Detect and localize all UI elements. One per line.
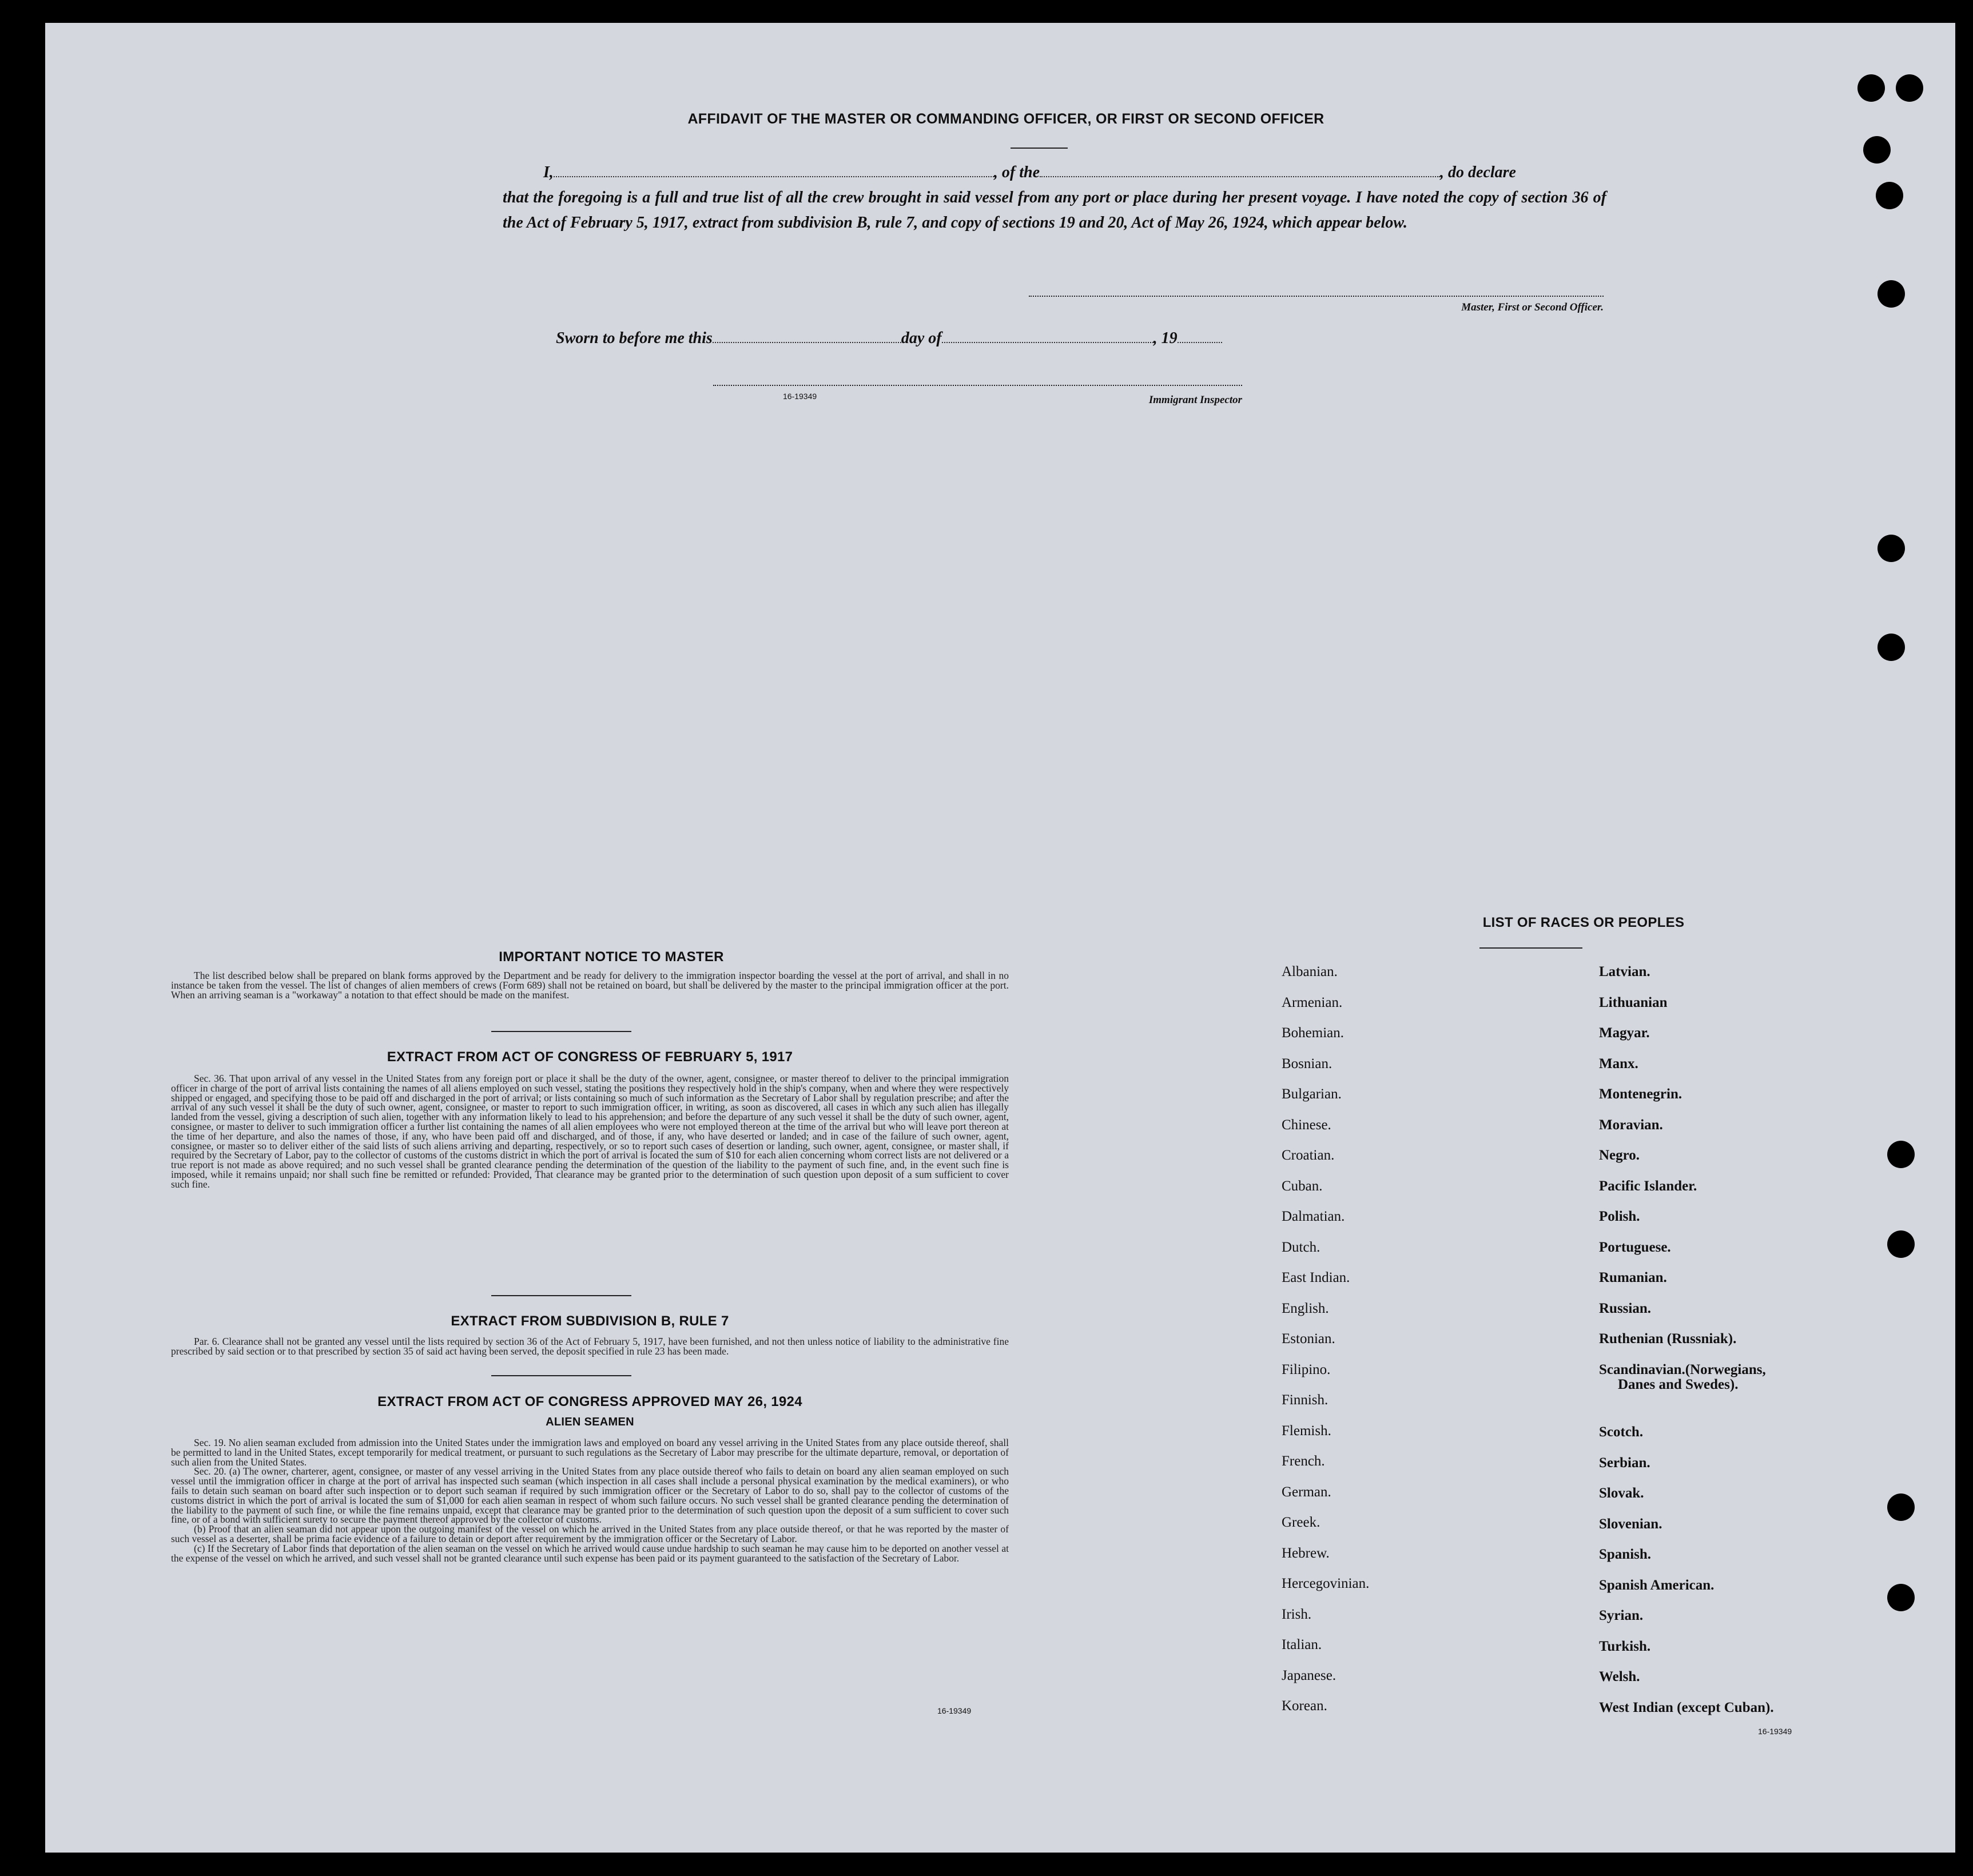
affidavit-statement: that the foregoing is a full and true list of all the crew brought in said vessel from any port or place during her present voyage. I have noted the copy of section 36 of the Act of February 5, 1917, extract from subdivision B, rule 7, and copy of sections 19 and 20, Act of May 26, 1924, which appear below.: [503, 189, 1606, 232]
race-item: Magyar.: [1599, 1025, 1650, 1041]
race-item: Bosnian.: [1282, 1056, 1332, 1072]
race-item-continued: Danes and Swedes).: [1618, 1376, 1739, 1392]
binder-hole: [1863, 136, 1891, 164]
binder-hole: [1876, 182, 1903, 209]
race-item: Korean.: [1282, 1698, 1327, 1714]
year-blank[interactable]: [1178, 332, 1222, 343]
races-form-number: 16-19349: [1758, 1727, 1792, 1736]
subdivision-b-title: EXTRACT FROM SUBDIVISION B, RULE 7: [451, 1313, 729, 1329]
race-item: Scotch.: [1599, 1424, 1644, 1440]
race-item: Hebrew.: [1282, 1545, 1330, 1561]
sworn-prefix: Sworn to before me this: [556, 329, 713, 347]
binder-hole: [1896, 74, 1923, 102]
signature-line[interactable]: [1029, 296, 1604, 297]
race-item: Syrian.: [1599, 1608, 1644, 1624]
race-item: Bulgarian.: [1282, 1086, 1342, 1102]
race-item: Finnish.: [1282, 1392, 1328, 1408]
inspector-line[interactable]: [713, 385, 1242, 386]
day-blank[interactable]: [713, 332, 901, 343]
document-sheet: [45, 23, 1955, 1853]
inspector-label: Immigrant Inspector: [1148, 394, 1242, 406]
sec-19-text: Sec. 19. No alien seaman excluded from admission into the United States under the immigration laws and employed on board any vessel arriving in the United States from any place outside thereof, shall be permitted to land in the United States, except temporarily for medical treatment, or pursuant to such regulations as the Secretary of Labor may prescribe for the ultimate departure, removal, or deportation of such alien from the United States.: [171, 1437, 1009, 1468]
race-item: Rumanian.: [1599, 1270, 1667, 1285]
affidavit-line-1: [543, 160, 1607, 185]
extract-1917-text: Sec. 36. That upon arrival of any vessel in the United States from any foreign port or place it shall be the duty of the owner, agent, consignee, or master thereof to deliver to the principal immigration officer in charge of the port of arrival lists containing the names of all aliens employed on such vessel, stating the positions they respectively hold in the ship's company, when and where they were respectively shipped or engaged, and specifying those to be paid off and discharged in the port of arrival; or lists containing so much of such information as the Secretary of Labor shall by regulation prescribe; and after the arrival of any such vessel it shall be the duty of such owner, agent, consignee, or master to report to such immigration officer, in writing, as soon as discovered, all cases in which any such alien has illegally landed from the vessel, giving a description of such alien, together with any information likely to lead to his apprehension; and before the departure of any such vessel it shall be the duty of such owner, agent, consignee, or master to deliver to such immigration officer a further list containing the names of all alien employees who were not employed thereon at the time of the arrival but who will leave port thereon at the time of her departure, and also the names of those, if any, who have been paid off and discharged, and of those, if any, who have deserted or landed; and in case of the failure of such owner, agent, consignee, or master so to deliver either of the said lists of such aliens arriving and departing, respectively, or so to report such cases of desertion or landing, such owner, agent, consignee, or master shall, if required by the Secretary of Labor, pay to the collector of customs of the customs district in which the port of arrival is located the sum of $10 for each alien concerning whom correct lists are not delivered or a true report is not made as above required; and no such vessel shall be granted clearance pending the determination of the question of the liability to the payment of such fine, and, in the event such fine is imposed, while it remains unpaid; nor shall such fine be remitted or refunded: Provided, That clearance may be granted prior to the determination of such question upon deposit of a sum sufficient to cover such fine.: [171, 1073, 1009, 1190]
sworn-day-label: day of: [901, 329, 942, 347]
race-item: Portuguese.: [1599, 1239, 1671, 1255]
race-item: Greek.: [1282, 1515, 1320, 1530]
race-item: Dalmatian.: [1282, 1209, 1345, 1224]
race-item: Polish.: [1599, 1209, 1640, 1224]
races-divider: [1479, 947, 1582, 949]
race-item: Flemish.: [1282, 1423, 1331, 1439]
extract-form-number: 16-19349: [937, 1706, 972, 1715]
race-item: Armenian.: [1282, 994, 1343, 1010]
races-title: LIST OF RACES OR PEOPLES: [1482, 915, 1685, 930]
race-item: French.: [1282, 1453, 1325, 1469]
sworn-year-label: , 19: [1153, 329, 1178, 347]
race-item: Ruthenian (Russniak).: [1599, 1331, 1737, 1347]
subdivision-b-divider: [491, 1375, 631, 1376]
extract-1917-title: EXTRACT FROM ACT OF CONGRESS OF FEBRUARY 5, 1917: [387, 1049, 793, 1065]
race-item: Cuban.: [1282, 1178, 1323, 1194]
race-item: Russian.: [1599, 1300, 1652, 1316]
vessel-blank[interactable]: [1040, 166, 1440, 177]
race-item: Montenegrin.: [1599, 1086, 1682, 1102]
binder-hole: [1887, 1493, 1915, 1521]
notice-text: The list described below shall be prepared on blank forms approved by the Department and be ready for delivery to the immigration inspector boarding the vessel at the port of arrival, and shall in no instance be taken from the vessel. The list of changes of alien members of crews (Form 689) shall not be retained on board, but shall be delivered by the master to the principal immigration officer at the port. When an arriving seaman is a "workaway" a notation to that effect should be made on the manifest.: [171, 970, 1009, 1001]
title-divider: [1011, 148, 1068, 149]
race-item: Filipino.: [1282, 1361, 1331, 1377]
extract-1924-text: [171, 1438, 1009, 1563]
extract-1924-title: EXTRACT FROM ACT OF CONGRESS APPROVED MAY 26, 1924: [377, 1394, 802, 1409]
race-item: German.: [1282, 1484, 1331, 1500]
race-item: Welsh.: [1599, 1669, 1640, 1685]
race-item: English.: [1282, 1300, 1329, 1316]
race-item: Slovak.: [1599, 1485, 1644, 1501]
race-item: Negro.: [1599, 1148, 1640, 1163]
race-item: East Indian.: [1282, 1270, 1350, 1285]
month-blank[interactable]: [942, 332, 1153, 343]
binder-hole: [1857, 74, 1885, 102]
binder-hole: [1887, 1584, 1915, 1611]
race-item: Albanian.: [1282, 964, 1338, 979]
race-item: Japanese.: [1282, 1667, 1336, 1683]
race-item: Pacific Islander.: [1599, 1178, 1697, 1194]
affidavit-title: AFFIDAVIT OF THE MASTER OR COMMANDING OFFICER, OR FIRST OR SECOND OFFICER: [687, 111, 1324, 127]
race-item: Lithuanian: [1599, 994, 1668, 1010]
subdivision-b-text: Par. 6. Clearance shall not be granted any vessel until the lists required by section 36 of the Act of February 5, 1917, have been furnished, and not then unless notice of liability to the administrative fine prescribed by said section or to that prescribed by section 35 of said act having been served, the deposit specified in rule 23 has been made.: [171, 1336, 1009, 1357]
binder-hole: [1877, 535, 1905, 562]
signature-label: Master, First or Second Officer.: [1461, 301, 1604, 313]
race-item: Slovenian.: [1599, 1516, 1662, 1532]
race-item: Spanish American.: [1599, 1577, 1715, 1593]
race-item: Moravian.: [1599, 1117, 1663, 1133]
race-item: Italian.: [1282, 1637, 1322, 1652]
binder-hole: [1877, 280, 1905, 308]
affidavit-form-number: 16-19349: [783, 392, 817, 401]
race-item: Manx.: [1599, 1056, 1638, 1072]
race-item: Chinese.: [1282, 1117, 1331, 1133]
affidavit-i-label: I,: [543, 164, 554, 181]
race-item: Irish.: [1282, 1606, 1312, 1622]
binder-hole: [1877, 634, 1905, 661]
race-item: Hercegovinian.: [1282, 1576, 1370, 1591]
race-item: Croatian.: [1282, 1148, 1335, 1163]
race-item: Bohemian.: [1282, 1025, 1344, 1041]
race-item: Dutch.: [1282, 1239, 1320, 1255]
race-item: Estonian.: [1282, 1331, 1335, 1347]
sworn-line: [556, 326, 1222, 351]
sec-20a-text: Sec. 20. (a) The owner, charterer, agent, consignee, or master of any vessel arriving in the United States from any place outside thereof who fails to detain on board any alien seaman employed on such vessel until the immigration officer in charge at the port of arrival has inspected such seaman (which inspection in all cases shall include a personal physical examination by the medical examiners), or who fails to detain such seaman on board after such inspection or to deport such seaman if required by such immigration officer or the Secretary of Labor to do so, shall pay to the collector of customs of the customs district in which the port of arrival is located the sum of $1,000 for each alien seaman in respect of whom such failure occurs. No such vessel shall be granted clearance pending the determination of the liability to the payment of such fine, or while the fine remains unpaid, except that clearance may be granted prior to the determination of such question upon the deposit of a sum sufficient to cover such fine, or of a bond with sufficient surety to secure the payment thereof approved by the collector of customs.: [171, 1465, 1009, 1526]
race-item: Latvian.: [1599, 964, 1650, 979]
race-item: Turkish.: [1599, 1638, 1651, 1654]
extract-1917-divider: [491, 1295, 631, 1296]
sec-20b-text: (b) Proof that an alien seaman did not appear upon the outgoing manifest of the vessel on which he arrived in the United States from any place outside thereof, or that he was reported by the master of such vessel as a deserter, shall be prima facie evidence of a failure to detain or deport after requirement by the immigration officer or the Secretary of Labor.: [171, 1523, 1009, 1544]
race-item: West Indian (except Cuban).: [1599, 1699, 1774, 1715]
notice-title: IMPORTANT NOTICE TO MASTER: [499, 949, 724, 965]
sec-20c-text: (c) If the Secretary of Labor finds that deportation of the alien seaman on the vessel on which he arrived would cause undue hardship to such seaman he may cause him to be deported on another vessel at the expense of the vessel on which he arrived, and such vessel shall not be granted clearance until such expense has been paid or its payment guaranteed to the satisfaction of the Secretary of Labor.: [171, 1542, 1009, 1564]
notice-divider: [491, 1031, 631, 1032]
race-item: Serbian.: [1599, 1455, 1650, 1471]
affidavit-of-label: , of the: [993, 164, 1040, 181]
name-blank[interactable]: [554, 166, 994, 177]
binder-hole: [1887, 1141, 1915, 1168]
binder-hole: [1887, 1230, 1915, 1258]
race-item: Scandinavian.(Norwegians,: [1599, 1361, 1766, 1377]
affidavit-declare-label: , do declare: [1440, 164, 1516, 181]
race-item: Spanish.: [1599, 1547, 1652, 1563]
alien-seamen-subtitle: ALIEN SEAMEN: [546, 1416, 634, 1428]
